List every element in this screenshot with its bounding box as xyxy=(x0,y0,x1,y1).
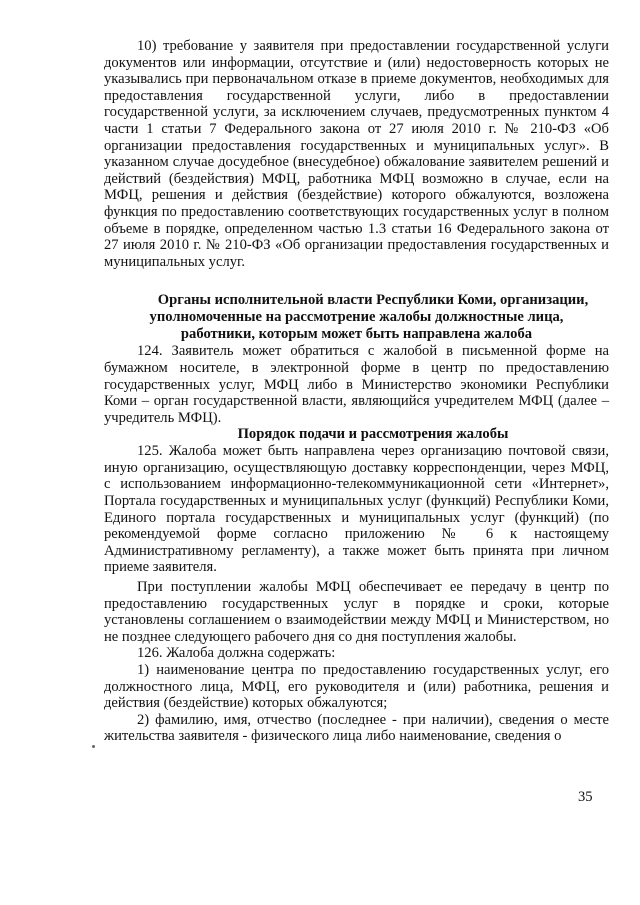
paragraph-125-continued: При поступлении жалобы МФЦ обеспечивает ее передачу в центр по предоставлению государственных услуг в порядке и сроки, которые установлены соглашением о взаимодействии между МФЦ и Министерством, но не позднее следующего рабочего дня со дня поступления жалобы. xyxy=(104,579,609,645)
paragraph-124: 124. Заявитель может обратиться с жалобой в письменной форме на бумажном носителе, в электронной форме в центр по предоставлению государственных услуг, МФЦ либо в Министерство экономики Республики Коми – орган государственной власти, являющийся учредителем МФЦ (далее – учредитель МФЦ). xyxy=(104,343,609,426)
paragraph-126-item-1: 1) наименование центра по предоставлению государственных услуг, его должностного лица, МФЦ, его руководителя и (или) работника, решения и действия (бездействие) которых обжалуются; xyxy=(104,662,609,712)
paragraph-125: 125. Жалоба может быть направлена через организацию почтовой связи, иную организацию, осуществляющую доставку корреспонденции, через МФЦ, с использованием информационно-телекоммуникационной сети «Интернет», Портала государственных и муниципальных услуг (функций) Республики Коми, Единого портала государственных и муниципальных услуг (функций) (по рекомендуемой форме согласно приложению № 6 к настоящему Административному регламенту), а также может быть принята при личном приеме заявителя. xyxy=(104,443,609,576)
scan-dot xyxy=(92,745,95,748)
paragraph-126-item-2: 2) фамилию, имя, отчество (последнее - при наличии), сведения о месте жительства заявителя - физического лица либо наименование, сведения о xyxy=(104,711,609,745)
document-body xyxy=(104,38,609,745)
paragraph-item-10: 10) требование у заявителя при предоставлении государственной услуги документов или информации, отсутствие и (или) недостоверность которых не указывались при первоначальном отказе в приеме документов, необходимых для предоставления государственной услуги, либо в предоставлении государственной услуги, за исключением случаев, предусмотренных пунктом 4 части 1 статьи 7 Федерального закона от 27 июля 2010 г. № 210-ФЗ «Об организации предоставления государственных и муниципальных услуг». В указанном случае досудебное (внесудебное) обжалование заявителем решений и действий (бездействия) МФЦ, работника МФЦ возможно в случае, если на МФЦ, решения и действия (бездействие) которого обжалуются, возложена функция по предоставлению соответствующих государственных услуг в полном объеме в порядке, определенном частью 1.3 статьи 16 Федерального закона от 27 июля 2010 г. № 210-ФЗ «Об организации предоставления государственных и муниципальных услуг. xyxy=(104,38,609,270)
section-heading-procedure: Порядок подачи и рассмотрения жалобы xyxy=(237,426,509,443)
page-number: 35 xyxy=(578,789,593,805)
section-heading-organs: Органы исполнительной власти Республики Коми, организации, уполномоченные на рассмотрение жалобы должностные лица, работники, которым может быть направлена жалоба xyxy=(149,292,589,343)
paragraph-126: 126. Жалоба должна содержать: xyxy=(137,645,336,662)
